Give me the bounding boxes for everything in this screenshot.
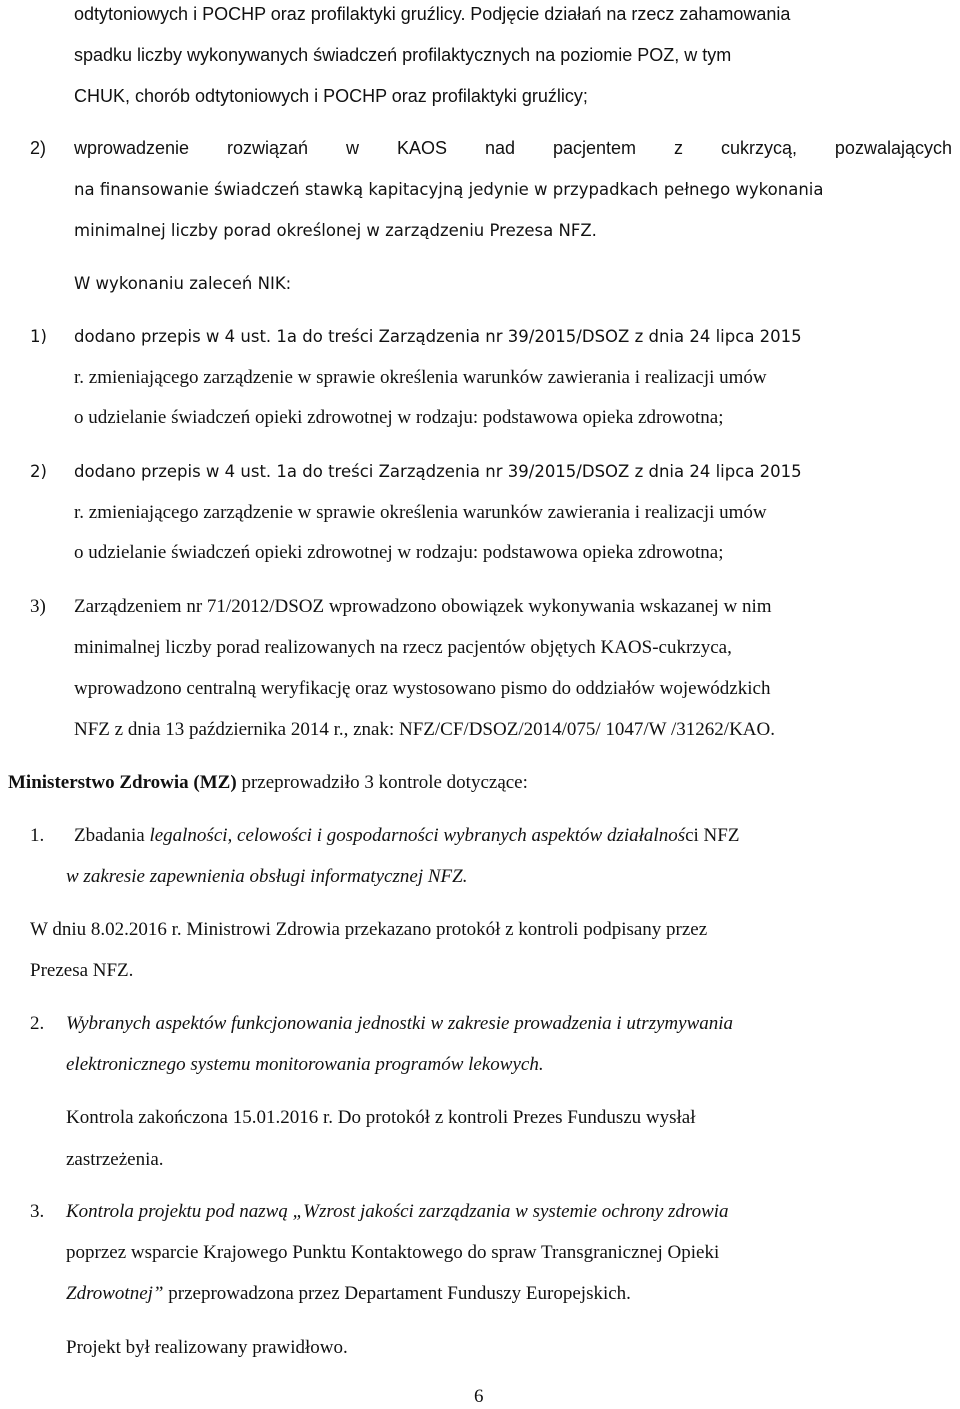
mz-item1-line1-italic: legalności, celowości i gospodarności wybranych aspektów działalnoś [144, 825, 686, 846]
nik-item1-line1: dodano przepis w 4 ust. 1a do treści Zarządzenia nr 39/2015/DSOZ z dnia 24 lipca 2015 [74, 327, 802, 346]
mz-item2-note-line2: zastrzeżenia. [66, 1149, 164, 1170]
item2-w1: rozwiązań [227, 138, 309, 158]
mz-item1-note-line2: Prezesa NFZ. [30, 960, 134, 981]
para1-line3: CHUK, chorób odtytoniowych i POCHP oraz profilaktyki gruźlicy; [74, 86, 588, 106]
nik-item1-number: 1) [30, 327, 47, 346]
mz-item3-line1: Kontrola projektu pod nazwą „Wzrost jakości zarządzania w systemie ochrony zdrowia [66, 1201, 729, 1222]
item2-w0: wprowadzenie [74, 138, 190, 158]
nik-heading: W wykonaniu zaleceń NIK: [74, 274, 292, 293]
nik-item3-line3: wprowadzono centralną weryfikację oraz wystosowano pismo do oddziałów wojewódzkich [74, 678, 771, 699]
item2-w4: nad [484, 138, 516, 158]
nik-item2-line3: o udzielanie świadczeń opieki zdrowotnej w rodzaju: podstawowa opieka zdrowotna; [74, 542, 724, 563]
item2-w3: KAOS [396, 138, 448, 158]
mz-heading-bold: Ministerstwo Zdrowia (MZ) [8, 772, 237, 793]
item2-w8: pozwalających [834, 138, 952, 158]
item2-w2: w [346, 138, 360, 158]
mz-item1-line1-end: ci NFZ [685, 825, 740, 846]
mz-item1-note-line1: W dniu 8.02.2016 r. Ministrowi Zdrowia przekazano protokół z kontroli podpisany przez [30, 919, 708, 940]
mz-item3-line2: poprzez wsparcie Krajowego Punktu Kontaktowego do spraw Transgranicznej Opieki [66, 1242, 720, 1263]
item2-line3: minimalnej liczby porad określonej w zarządzeniu Prezesa NFZ. [74, 221, 597, 240]
item2-line1 [74, 136, 952, 160]
nik-item3-line1: Zarządzeniem nr 71/2012/DSOZ wprowadzono obowiązek wykonywania wskazanej w nim [74, 596, 772, 617]
nik-item2-number: 2) [30, 462, 47, 481]
mz-item1-line2: w zakresie zapewnienia obsługi informatycznej NFZ. [66, 866, 468, 887]
nik-item3-number: 3) [30, 596, 46, 617]
mz-item2-line2: elektronicznego systemu monitorowania programów lekowych. [66, 1054, 544, 1075]
nik-item1-line3: o udzielanie świadczeń opieki zdrowotnej w rodzaju: podstawowa opieka zdrowotna; [74, 407, 724, 428]
para1-line2: spadku liczby wykonywanych świadczeń profilaktycznych na poziomie POZ, w tym [74, 45, 732, 65]
page-number: 6 [474, 1386, 484, 1407]
mz-heading [8, 771, 528, 795]
nik-item3-line4: NFZ z dnia 13 października 2014 r., znak: NFZ/CF/DSOZ/2014/075/ 1047/W /31262/KAO. [74, 719, 775, 740]
item2-w5: pacjentem [552, 138, 637, 158]
mz-item3-note-line1: Projekt był realizowany prawidłowo. [66, 1337, 348, 1358]
item2-w6: z [673, 138, 683, 158]
nik-item2-line1: dodano przepis w 4 ust. 1a do treści Zarządzenia nr 39/2015/DSOZ z dnia 24 lipca 2015 [74, 462, 802, 481]
mz-heading-rest: przeprowadziło 3 kontrole dotyczące: [236, 772, 528, 793]
mz-item3-number: 3. [30, 1201, 45, 1222]
para1-line1b: Podjęcie działań na rzecz zahamowania [470, 4, 791, 24]
item2-line2: na finansowanie świadczeń stawką kapitacyjną jedynie w przypadkach pełnego wykonania [74, 180, 824, 199]
nik-item3-line2: minimalnej liczby porad realizowanych na rzecz pacjentów objętych KAOS-cukrzyca, [74, 637, 732, 658]
mz-item1-number: 1. [30, 825, 45, 846]
mz-item3-line3-italic: Zdrowotnej” [66, 1283, 164, 1304]
mz-item1-line1 [74, 824, 739, 848]
mz-item2-line1: Wybranych aspektów funkcjonowania jednostki w zakresie prowadzenia i utrzymywania [66, 1013, 734, 1034]
item2-number: 2) [30, 138, 47, 158]
item2-w7: cukrzycą, [720, 138, 797, 158]
mz-item2-number: 2. [30, 1013, 45, 1034]
mz-item2-note-line1: Kontrola zakończona 15.01.2016 r. Do protokół z kontroli Prezes Funduszu wysłał [66, 1107, 696, 1128]
mz-item3-line3-rest: przeprowadzona przez Departament Funduszy Europejskich. [163, 1283, 631, 1304]
nik-item2-line2: r. zmieniającego zarządzenie w sprawie określenia warunków zawierania i realizacji umów [74, 502, 767, 523]
para1-line1 [74, 2, 790, 27]
mz-item3-line3 [66, 1282, 631, 1306]
para1-line1a: odtytoniowych i POCHP oraz profilaktyki gruźlicy. [74, 4, 466, 24]
mz-item1-line1-normal: Zbadania [74, 825, 145, 846]
nik-item1-line2: r. zmieniającego zarządzenie w sprawie określenia warunków zawierania i realizacji umów [74, 367, 767, 388]
